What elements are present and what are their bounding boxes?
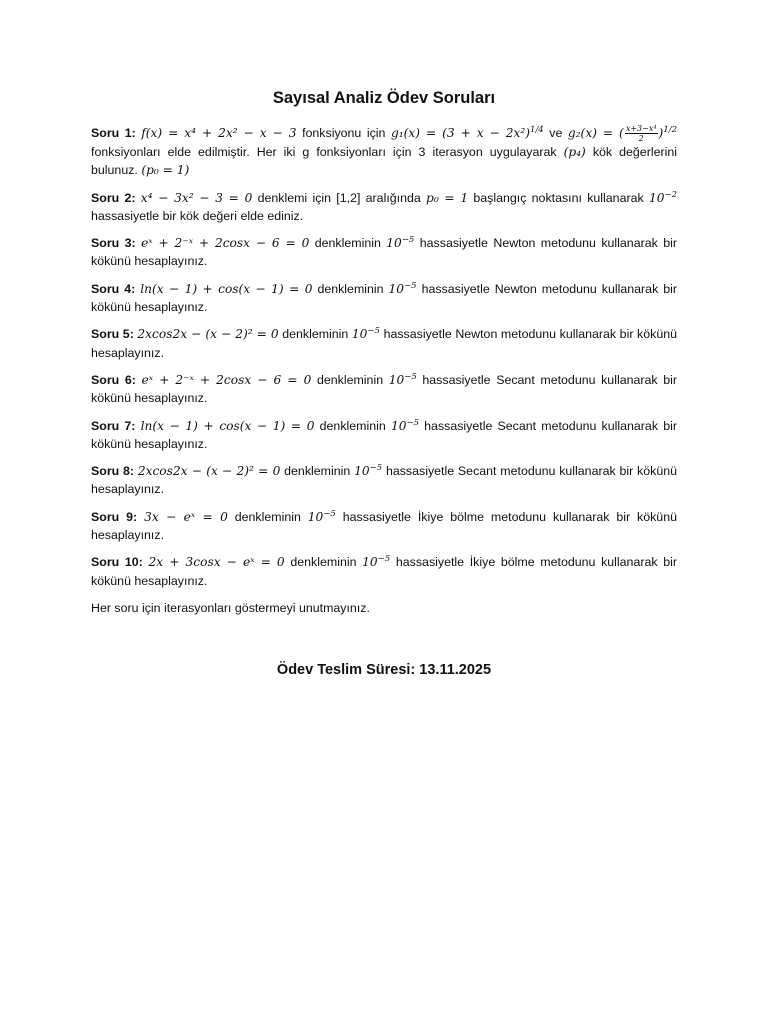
p0-condition: p₀ = 1 (426, 190, 469, 205)
tolerance-base: 10 (390, 418, 407, 433)
equation: ln(x − 1) + cos(x − 1) = 0 (140, 281, 313, 296)
question-text: hassasiyetle Secant metodunu kullanarak bir kökünü hesaplayınız. (91, 372, 677, 406)
g1-function (391, 126, 544, 140)
question-text: hassasiyetle İkiye bölme metodunu kullanarak bir kökünü hesaplayınız. (91, 509, 677, 542)
question-text: denkleminin (234, 509, 301, 524)
question-text: denkleminin (284, 464, 351, 479)
tolerance (389, 373, 417, 387)
question-label: Soru 3: (91, 236, 136, 251)
tolerance (386, 236, 414, 250)
tolerance (389, 282, 417, 296)
tolerance-exponent: −5 (377, 554, 391, 565)
page-title: Sayısal Analiz Ödev Soruları (272, 89, 496, 107)
p0-condition: (p₀ = 1) (141, 163, 190, 178)
tolerance (354, 464, 382, 478)
question-text: hassasiyetle Secant metodunu kullanarak bir kökünü hesaplayınız. (91, 418, 677, 451)
question-label: Soru 5: (91, 327, 134, 342)
tolerance-base: 10 (362, 555, 378, 570)
equation: f(x) = x⁴ + 2x² − x − 3 (141, 126, 297, 140)
tolerance-exponent: −5 (406, 417, 419, 428)
question-text: denkleminin (314, 236, 381, 251)
tolerance-exponent: −5 (404, 371, 417, 382)
question-2 (91, 189, 677, 225)
tolerance-base: 10 (307, 509, 324, 524)
equation: eˣ + 2⁻ˣ + 2cosx − 6 = 0 (141, 236, 310, 251)
tolerance (391, 419, 419, 433)
deadline-heading: Ödev Teslim Süresi: 13.11.2025 (276, 662, 492, 678)
equation: x⁴ − 3x² − 3 = 0 (140, 190, 253, 205)
tolerance-exponent: −2 (664, 189, 677, 200)
equation: 2x + 3cosx − eˣ = 0 (148, 555, 285, 570)
question-10 (91, 553, 677, 589)
question-text: hassasiyetle Newton metodunu kullanarak bir kökünü hesaplayınız. (91, 327, 677, 360)
question-label: Soru 6: (91, 372, 136, 387)
tolerance-exponent: −5 (367, 326, 380, 337)
g1-base: g₁(x) = (3 + x − 2x²) (390, 126, 531, 140)
question-text: denkleminin (316, 372, 384, 387)
tolerance (308, 510, 336, 524)
question-text: fonksiyonları elde edilmiştir. Her iki g fonksiyonları için 3 iterasyon uygulayarak (91, 145, 557, 159)
question-text: kök değerlerini bulunuz. (91, 145, 677, 178)
question-text: hassasiyetle Newton metodunu kullanarak bir kökünü hesaplayınız. (91, 281, 678, 314)
question-label: Soru 4: (91, 281, 136, 296)
equation: ln(x − 1) + cos(x − 1) = 0 (140, 418, 315, 433)
closing-note: Her soru için iterasyonları göstermeyi unutmayınız. (91, 600, 370, 615)
question-text: denkleminin (317, 281, 384, 296)
question-text: denkleminin (290, 555, 357, 570)
question-label: Soru 9: (91, 509, 138, 524)
tolerance (649, 191, 677, 205)
g2-exponent: 1/2 (663, 124, 677, 135)
question-text: hassasiyetle Newton metodunu kullanarak bir kökünü hesaplayınız. (91, 236, 677, 269)
equation: 3x − eˣ = 0 (144, 509, 228, 524)
equation: eˣ + 2⁻ˣ + 2cosx − 6 = 0 (141, 372, 312, 387)
question-label: Soru 8: (91, 464, 135, 479)
tolerance (362, 555, 390, 569)
tolerance-base: 10 (354, 464, 370, 479)
g2-fraction (625, 124, 658, 143)
question-text: hassasiyetle İkiye bölme metodunu kullanarak bir kökünü hesaplayınız. (91, 555, 677, 588)
question-list (91, 124, 677, 617)
tolerance-base: 10 (386, 236, 402, 251)
question-9 (91, 508, 677, 544)
tolerance-exponent: −5 (323, 508, 336, 519)
question-4 (91, 280, 677, 316)
question-label: Soru 2: (91, 190, 136, 205)
question-text: denkleminin (282, 327, 349, 342)
question-label: Soru 10: (91, 555, 143, 570)
tolerance-exponent: −5 (404, 280, 417, 291)
tolerance (352, 327, 380, 341)
question-label: Soru 7: (91, 418, 136, 433)
question-text: denklemi için [1,2] aralığında (257, 190, 421, 205)
question-8 (91, 462, 677, 498)
question-text: fonksiyonu için (302, 126, 386, 140)
tolerance-base: 10 (388, 372, 405, 387)
tolerance-exponent: −5 (401, 235, 415, 246)
tolerance-base: 10 (648, 190, 665, 205)
question-label: Soru 1: (91, 126, 136, 140)
equation: 2xcos2x − (x − 2)² = 0 (137, 464, 281, 479)
question-text: hassasiyetle Secant metodunu kullanarak bir kökünü hesaplayınız. (91, 464, 678, 497)
fraction-denominator: 2 (638, 134, 644, 143)
question-text: denkleminin (319, 418, 386, 433)
tolerance-base: 10 (388, 281, 405, 296)
conjunction: ve (549, 126, 563, 140)
question-3 (91, 234, 677, 270)
question-5 (91, 325, 677, 361)
tolerance-base: 10 (351, 327, 368, 342)
question-text: hassasiyetle bir kök değeri elde ediniz. (91, 208, 304, 223)
fraction-numerator: x+3−x⁴ (625, 124, 657, 133)
question-1 (91, 124, 677, 179)
tolerance-exponent: −5 (369, 463, 383, 474)
question-text: başlangıç noktasını kullanarak (473, 190, 644, 205)
g2-suffix: ) (658, 126, 664, 140)
equation: 2xcos2x − (x − 2)² = 0 (137, 327, 279, 342)
question-6 (91, 371, 677, 407)
p4-symbol: (p₄) (563, 145, 586, 159)
g2-function (567, 124, 677, 143)
g2-prefix: g₂(x) = ( (567, 126, 624, 140)
question-7 (91, 417, 677, 453)
g1-exponent: 1/4 (530, 124, 544, 135)
